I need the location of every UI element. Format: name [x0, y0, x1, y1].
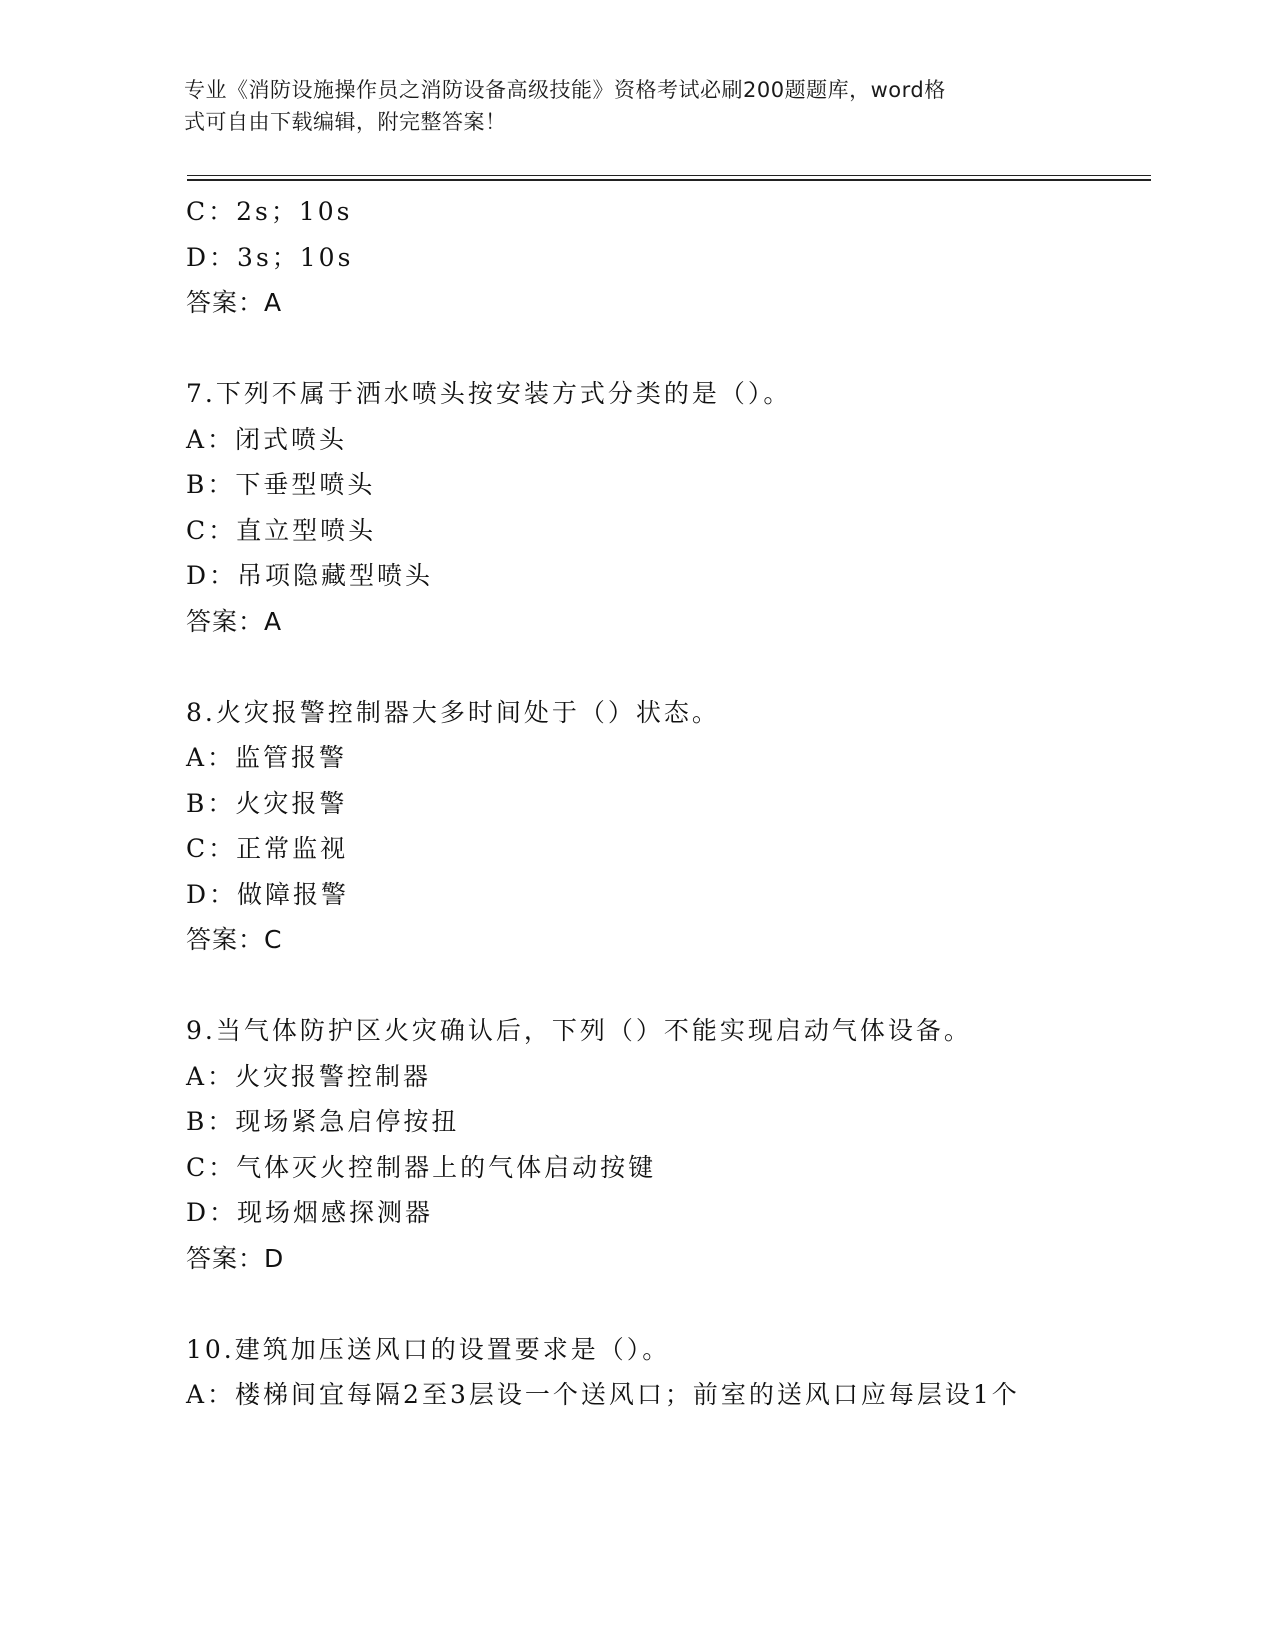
option-line: C：正常监视 — [186, 834, 349, 863]
header-line-2: 式可自由下载编辑，附完整答案！ — [184, 110, 507, 134]
document-header — [184, 74, 1064, 138]
option-line: C：2s；10s — [186, 197, 353, 226]
question-stem: 9.当气体防护区火灾确认后，下列（）不能实现启动气体设备。 — [186, 1016, 972, 1045]
question-stem: 8.火灾报警控制器大多时间处于（）状态。 — [186, 697, 720, 727]
answer-line: 答案：A — [186, 606, 283, 636]
spacer — [186, 644, 1086, 690]
option-line: B：火灾报警 — [186, 788, 348, 818]
question-7 — [186, 371, 1086, 644]
spacer — [186, 1281, 1086, 1327]
option-line: A：监管报警 — [186, 743, 348, 772]
option-line: A：楼梯间宜每隔2至3层设一个送风口；前室的送风口应每层设1个 — [186, 1380, 1020, 1409]
option-line: A：火灾报警控制器 — [186, 1061, 432, 1091]
question-8 — [186, 690, 1086, 963]
question-10 — [186, 1327, 1086, 1418]
question-list — [186, 189, 1086, 1418]
header-divider-thin — [187, 175, 1151, 176]
answer-line: 答案：C — [186, 925, 283, 954]
header-divider-thick — [187, 179, 1151, 181]
answer-line: 答案：A — [186, 288, 283, 317]
option-line: C：直立型喷头 — [186, 515, 377, 545]
option-line: C：气体灭火控制器上的气体启动按键 — [186, 1152, 657, 1182]
option-line: B：下垂型喷头 — [186, 470, 376, 499]
question-9 — [186, 1008, 1086, 1281]
answer-line: 答案：D — [186, 1243, 285, 1273]
option-line: D：做障报警 — [186, 879, 350, 909]
spacer — [186, 963, 1086, 1009]
question-stem: 7.下列不属于洒水喷头按安装方式分类的是（）。 — [186, 379, 792, 408]
header-line-1: 专业《消防设施操作员之消防设备高级技能》资格考试必刷200题题库，word格 — [184, 78, 946, 102]
question-6-continued — [186, 189, 1086, 326]
question-stem: 10.建筑加压送风口的设置要求是（）。 — [186, 1334, 671, 1364]
option-line: B：现场紧急启停按扭 — [186, 1107, 460, 1136]
spacer — [186, 326, 1086, 372]
option-line: D：3s；10s — [186, 242, 354, 272]
option-line: A：闭式喷头 — [186, 424, 348, 454]
option-line: D：吊项隐藏型喷头 — [186, 561, 434, 590]
option-line: D：现场烟感探测器 — [186, 1198, 434, 1227]
